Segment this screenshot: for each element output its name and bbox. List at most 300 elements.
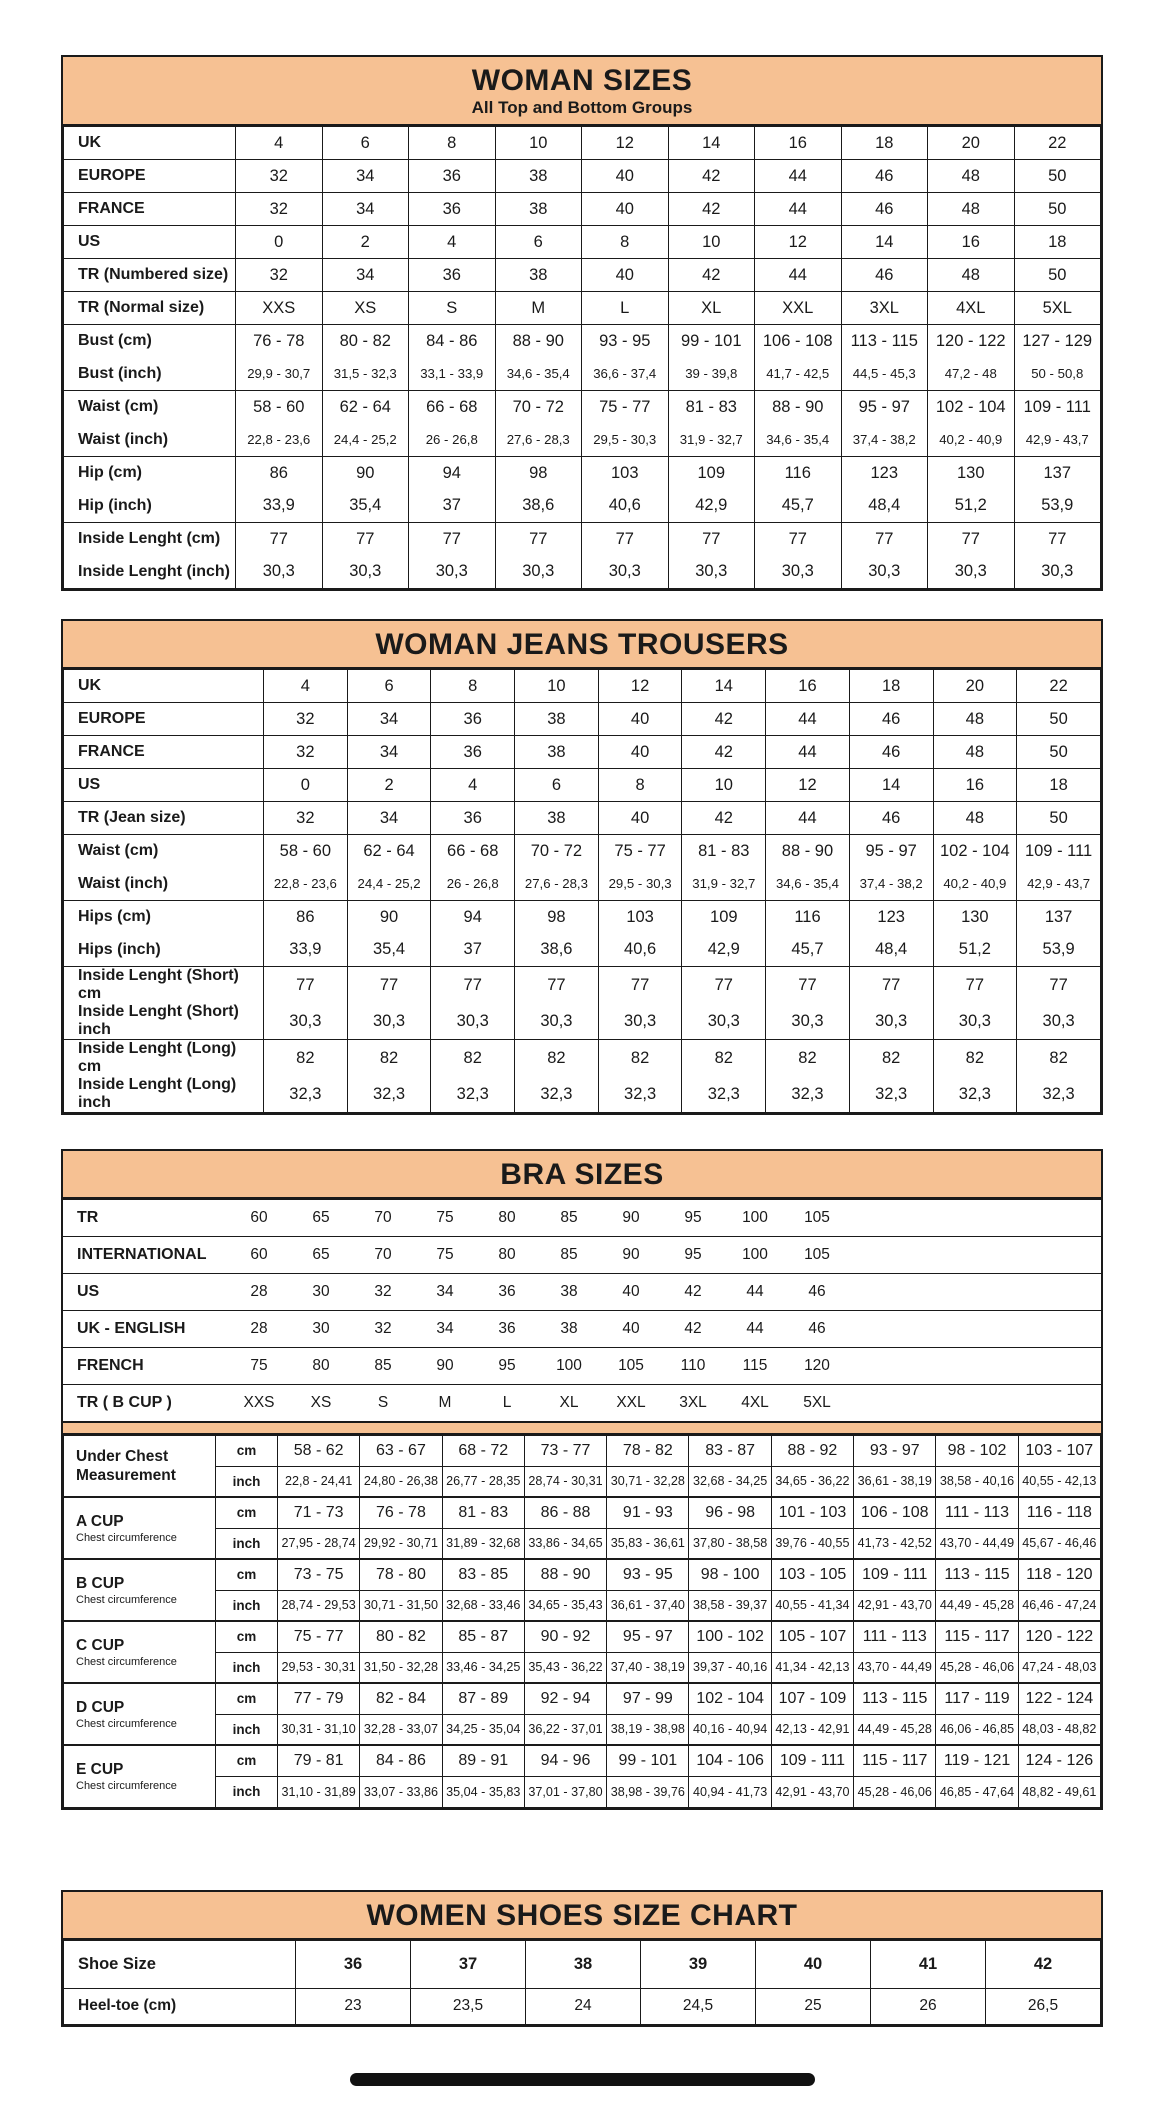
value-cell: 30,31 - 31,10 bbox=[278, 1714, 360, 1745]
value-cell: 27,95 - 28,74 bbox=[278, 1528, 360, 1559]
value-cell: 30,3 bbox=[347, 1003, 431, 1040]
row-label: Hip (cm) bbox=[64, 457, 236, 490]
value-cell: 30,71 - 32,28 bbox=[607, 1466, 689, 1497]
value-cell: 77 bbox=[322, 523, 409, 556]
value-cell: 46,85 - 47,64 bbox=[936, 1776, 1018, 1807]
value-cell: 90 bbox=[347, 901, 431, 934]
value-cell: 79 - 81 bbox=[278, 1745, 360, 1776]
table-row bbox=[64, 1528, 1101, 1559]
value-cell: 38,6 bbox=[515, 934, 599, 967]
row-label: Hip (inch) bbox=[64, 490, 236, 523]
table-row bbox=[64, 1559, 1101, 1590]
value-cell: 36 bbox=[409, 193, 496, 226]
value-cell: 42,9 - 43,7 bbox=[1017, 868, 1101, 901]
value-cell: 38,6 bbox=[495, 490, 582, 523]
value-cell: 32 bbox=[264, 736, 348, 769]
value-cell: 32 bbox=[264, 703, 348, 736]
value-cell: 77 bbox=[849, 967, 933, 1004]
value-cell: 48 bbox=[928, 160, 1015, 193]
value-cell: 43,70 - 44,49 bbox=[936, 1528, 1018, 1559]
value-cell: 24 bbox=[526, 1988, 641, 2024]
table-row bbox=[64, 1776, 1101, 1807]
value-cell: 32,3 bbox=[431, 1076, 515, 1113]
value-cell: 85 bbox=[538, 1237, 600, 1274]
table-row bbox=[64, 1497, 1101, 1528]
table-row bbox=[64, 1940, 1101, 1988]
value-cell: 58 - 62 bbox=[278, 1435, 360, 1466]
value-cell: 30,71 - 31,50 bbox=[360, 1590, 442, 1621]
value-cell: 53,9 bbox=[1017, 934, 1101, 967]
value-cell: 36 bbox=[431, 703, 515, 736]
value-cell: 16 bbox=[755, 127, 842, 160]
table-row bbox=[64, 160, 1101, 193]
value-cell: 82 bbox=[1017, 1040, 1101, 1077]
value-cell: 18 bbox=[841, 127, 928, 160]
value-cell: 82 bbox=[933, 1040, 1017, 1077]
value-cell: 42 bbox=[682, 703, 766, 736]
value-cell: 98 - 100 bbox=[689, 1559, 771, 1590]
value-cell: 50 bbox=[1017, 802, 1101, 835]
value-cell: 77 bbox=[682, 967, 766, 1004]
value-cell: 42,9 bbox=[682, 934, 766, 967]
value-cell: 81 - 83 bbox=[682, 835, 766, 868]
value-cell: 93 - 95 bbox=[582, 325, 669, 358]
value-cell: 32,68 - 34,25 bbox=[689, 1466, 771, 1497]
value-cell: 42 bbox=[682, 736, 766, 769]
value-cell: 37,01 - 37,80 bbox=[524, 1776, 606, 1807]
value-cell: 77 bbox=[928, 523, 1015, 556]
value-cell: 29,53 - 30,31 bbox=[278, 1652, 360, 1683]
unit-label: cm bbox=[216, 1559, 278, 1590]
value-cell: 42 bbox=[668, 193, 755, 226]
value-cell: 81 - 83 bbox=[442, 1497, 524, 1528]
row-label: UK bbox=[64, 127, 236, 160]
cup-sublabel: Chest circumference bbox=[76, 1532, 177, 1545]
value-cell: 32,3 bbox=[682, 1076, 766, 1113]
value-cell: 34 bbox=[414, 1274, 476, 1311]
value-cell: 78 - 80 bbox=[360, 1559, 442, 1590]
home-indicator-bar bbox=[350, 2073, 815, 2086]
value-cell: 100 bbox=[724, 1237, 786, 1274]
row-label: FRANCE bbox=[64, 193, 236, 226]
value-cell: 44 bbox=[755, 160, 842, 193]
value-cell: 137 bbox=[1014, 457, 1101, 490]
value-cell: M bbox=[414, 1385, 476, 1422]
value-cell: 37 bbox=[409, 490, 496, 523]
value-cell: 40,55 - 41,34 bbox=[771, 1590, 853, 1621]
value-cell: 27,6 - 28,3 bbox=[495, 424, 582, 457]
value-cell: 70 bbox=[352, 1237, 414, 1274]
value-cell: 22 bbox=[1017, 670, 1101, 703]
value-cell: 116 bbox=[766, 901, 850, 934]
value-cell: 82 bbox=[598, 1040, 682, 1077]
value-cell: 14 bbox=[841, 226, 928, 259]
value-cell: 10 bbox=[495, 127, 582, 160]
table-row bbox=[64, 703, 1101, 736]
jeans-header bbox=[63, 621, 1101, 669]
value-cell: 36 bbox=[409, 160, 496, 193]
row-label: Shoe Size bbox=[64, 1940, 296, 1988]
value-cell: 86 bbox=[264, 901, 348, 934]
value-cell: 44 bbox=[766, 802, 850, 835]
value-cell: 38 bbox=[515, 802, 599, 835]
row-label: Bust (cm) bbox=[64, 325, 236, 358]
table-row bbox=[64, 1003, 1101, 1040]
value-cell: 35,4 bbox=[322, 490, 409, 523]
value-cell: 100 bbox=[538, 1348, 600, 1385]
value-cell: 98 bbox=[495, 457, 582, 490]
shoes-title: WOMEN SHOES SIZE CHART bbox=[366, 1898, 798, 1932]
value-cell: 42,9 bbox=[668, 490, 755, 523]
row-label bbox=[64, 1559, 216, 1621]
value-cell: 83 - 85 bbox=[442, 1559, 524, 1590]
value-cell: 30,3 bbox=[431, 1003, 515, 1040]
value-cell: 40,2 - 40,9 bbox=[933, 868, 1017, 901]
shoes-section bbox=[61, 1890, 1103, 2027]
value-cell: 34,6 - 35,4 bbox=[755, 424, 842, 457]
value-cell: XL bbox=[538, 1385, 600, 1422]
value-cell: 88 - 92 bbox=[771, 1435, 853, 1466]
value-cell: 29,5 - 30,3 bbox=[598, 868, 682, 901]
value-cell: 102 - 104 bbox=[689, 1683, 771, 1714]
value-cell: 47,24 - 48,03 bbox=[1018, 1652, 1100, 1683]
value-cell: 115 - 117 bbox=[854, 1745, 936, 1776]
value-cell: 3XL bbox=[662, 1385, 724, 1422]
table-row bbox=[64, 325, 1101, 358]
value-cell: 102 - 104 bbox=[928, 391, 1015, 424]
value-cell: 82 bbox=[766, 1040, 850, 1077]
row-label: Inside Lenght (inch) bbox=[64, 556, 236, 589]
value-cell: 40,6 bbox=[598, 934, 682, 967]
woman-sizes-header bbox=[63, 57, 1101, 126]
value-cell: 38 bbox=[538, 1311, 600, 1348]
value-cell: 23,5 bbox=[411, 1988, 526, 2024]
value-cell: 105 bbox=[786, 1200, 848, 1237]
value-cell: 14 bbox=[849, 769, 933, 802]
value-cell: 43,70 - 44,49 bbox=[854, 1652, 936, 1683]
jeans-title: WOMAN JEANS TROUSERS bbox=[375, 628, 789, 661]
value-cell: 37,4 - 38,2 bbox=[849, 868, 933, 901]
value-cell: 28 bbox=[228, 1274, 290, 1311]
woman-sizes-title: WOMAN SIZES bbox=[471, 64, 693, 97]
value-cell: 46 bbox=[841, 160, 928, 193]
table-row bbox=[64, 967, 1101, 1004]
value-cell: 38 bbox=[495, 160, 582, 193]
value-cell: 34 bbox=[347, 736, 431, 769]
row-label: TR (Jean size) bbox=[64, 802, 264, 835]
value-cell: 34 bbox=[414, 1311, 476, 1348]
value-cell: 88 - 90 bbox=[766, 835, 850, 868]
value-cell: 76 - 78 bbox=[360, 1497, 442, 1528]
unit-label: cm bbox=[216, 1683, 278, 1714]
value-cell: XXL bbox=[755, 292, 842, 325]
value-cell: 30,3 bbox=[682, 1003, 766, 1040]
value-cell: 66 - 68 bbox=[431, 835, 515, 868]
value-cell: 77 bbox=[236, 523, 323, 556]
row-label: US bbox=[64, 226, 236, 259]
value-cell: 29,92 - 30,71 bbox=[360, 1528, 442, 1559]
bra-sizes-section bbox=[61, 1149, 1103, 1810]
value-cell: 50 bbox=[1014, 193, 1101, 226]
value-cell: 34 bbox=[322, 193, 409, 226]
value-cell: 127 - 129 bbox=[1014, 325, 1101, 358]
value-cell: 103 bbox=[598, 901, 682, 934]
spacer-cell bbox=[848, 1348, 1101, 1385]
table-row bbox=[63, 1200, 1101, 1237]
value-cell: 34,6 - 35,4 bbox=[495, 358, 582, 391]
value-cell: 30,3 bbox=[236, 556, 323, 589]
value-cell: 33,07 - 33,86 bbox=[360, 1776, 442, 1807]
row-label: Inside Lenght (cm) bbox=[64, 523, 236, 556]
value-cell: 82 bbox=[682, 1040, 766, 1077]
value-cell: 48 bbox=[933, 802, 1017, 835]
table-row bbox=[64, 226, 1101, 259]
value-cell: 105 bbox=[786, 1237, 848, 1274]
value-cell: 50 bbox=[1014, 160, 1101, 193]
row-label: Waist (inch) bbox=[64, 868, 264, 901]
cup-label: E CUP bbox=[76, 1761, 124, 1779]
value-cell: 77 bbox=[409, 523, 496, 556]
value-cell: 87 - 89 bbox=[442, 1683, 524, 1714]
value-cell: 95 bbox=[662, 1237, 724, 1274]
value-cell: 38 bbox=[538, 1274, 600, 1311]
jeans-grid bbox=[63, 669, 1101, 1113]
row-label: Inside Lenght (Long) inch bbox=[64, 1076, 264, 1113]
spacer-cell bbox=[848, 1311, 1101, 1348]
cup-label: Under Chest Measurement bbox=[76, 1447, 176, 1484]
value-cell: 116 bbox=[755, 457, 842, 490]
value-cell: 39,76 - 40,55 bbox=[771, 1528, 853, 1559]
value-cell: 105 - 107 bbox=[771, 1621, 853, 1652]
bra-title: BRA SIZES bbox=[500, 1158, 664, 1191]
row-label: FRANCE bbox=[64, 736, 264, 769]
value-cell: 82 bbox=[264, 1040, 348, 1077]
value-cell: 80 bbox=[476, 1237, 538, 1274]
value-cell: 32,3 bbox=[264, 1076, 348, 1113]
value-cell: 8 bbox=[598, 769, 682, 802]
value-cell: 26,5 bbox=[986, 1988, 1101, 2024]
value-cell: 40,6 bbox=[582, 490, 669, 523]
value-cell: 35,4 bbox=[347, 934, 431, 967]
row-label: UK bbox=[64, 670, 264, 703]
table-row bbox=[64, 934, 1101, 967]
value-cell: 40 bbox=[598, 736, 682, 769]
value-cell: 38,19 - 38,98 bbox=[607, 1714, 689, 1745]
value-cell: 119 - 121 bbox=[936, 1745, 1018, 1776]
table-row bbox=[64, 523, 1101, 556]
value-cell: 48 bbox=[933, 736, 1017, 769]
value-cell: 99 - 101 bbox=[668, 325, 755, 358]
woman-sizes-grid bbox=[63, 126, 1101, 589]
value-cell: 44 bbox=[755, 259, 842, 292]
value-cell: 75 bbox=[414, 1200, 476, 1237]
value-cell: 109 - 111 bbox=[854, 1559, 936, 1590]
value-cell: 42,9 - 43,7 bbox=[1014, 424, 1101, 457]
value-cell: 4 bbox=[264, 670, 348, 703]
value-cell: 38,98 - 39,76 bbox=[607, 1776, 689, 1807]
value-cell: 40,2 - 40,9 bbox=[928, 424, 1015, 457]
value-cell: S bbox=[352, 1385, 414, 1422]
value-cell: 110 bbox=[662, 1348, 724, 1385]
value-cell: 82 bbox=[515, 1040, 599, 1077]
value-cell: 36,61 - 38,19 bbox=[854, 1466, 936, 1497]
value-cell: 5XL bbox=[786, 1385, 848, 1422]
value-cell: 14 bbox=[682, 670, 766, 703]
row-label: TR (Normal size) bbox=[64, 292, 236, 325]
value-cell: 98 bbox=[515, 901, 599, 934]
value-cell: 107 - 109 bbox=[771, 1683, 853, 1714]
value-cell: 28,74 - 29,53 bbox=[278, 1590, 360, 1621]
value-cell: 77 bbox=[841, 523, 928, 556]
value-cell: XL bbox=[668, 292, 755, 325]
row-label: Waist (cm) bbox=[64, 391, 236, 424]
value-cell: 137 bbox=[1017, 901, 1101, 934]
value-cell: 41 bbox=[871, 1940, 986, 1988]
value-cell: 77 bbox=[431, 967, 515, 1004]
value-cell: 75 - 77 bbox=[582, 391, 669, 424]
value-cell: 31,9 - 32,7 bbox=[682, 868, 766, 901]
value-cell: 84 - 86 bbox=[360, 1745, 442, 1776]
table-row bbox=[64, 1040, 1101, 1077]
value-cell: 33,86 - 34,65 bbox=[524, 1528, 606, 1559]
value-cell: 23 bbox=[296, 1988, 411, 2024]
row-label: Hips (cm) bbox=[64, 901, 264, 934]
table-row bbox=[64, 391, 1101, 424]
value-cell: 2 bbox=[347, 769, 431, 802]
value-cell: 6 bbox=[515, 769, 599, 802]
value-cell: 93 - 97 bbox=[854, 1435, 936, 1466]
value-cell: 99 - 101 bbox=[607, 1745, 689, 1776]
value-cell: 60 bbox=[228, 1237, 290, 1274]
value-cell: 70 - 72 bbox=[515, 835, 599, 868]
row-label: Waist (inch) bbox=[64, 424, 236, 457]
value-cell: 89 - 91 bbox=[442, 1745, 524, 1776]
value-cell: 63 - 67 bbox=[360, 1435, 442, 1466]
value-cell: 62 - 64 bbox=[347, 835, 431, 868]
value-cell: 77 bbox=[264, 967, 348, 1004]
value-cell: 46 bbox=[849, 703, 933, 736]
table-row bbox=[63, 1274, 1101, 1311]
value-cell: 70 - 72 bbox=[495, 391, 582, 424]
spacer-cell bbox=[848, 1200, 1101, 1237]
value-cell: 77 bbox=[766, 967, 850, 1004]
value-cell: 32,3 bbox=[515, 1076, 599, 1113]
value-cell: M bbox=[495, 292, 582, 325]
value-cell: 122 - 124 bbox=[1018, 1683, 1100, 1714]
value-cell: 48,82 - 49,61 bbox=[1018, 1776, 1100, 1807]
spacer-cell bbox=[848, 1385, 1101, 1422]
value-cell: 65 bbox=[290, 1200, 352, 1237]
value-cell: 42 bbox=[662, 1274, 724, 1311]
value-cell: XXS bbox=[228, 1385, 290, 1422]
value-cell: 103 bbox=[582, 457, 669, 490]
table-row bbox=[64, 292, 1101, 325]
table-row bbox=[64, 193, 1101, 226]
value-cell: 44,49 - 45,28 bbox=[854, 1714, 936, 1745]
value-cell: 50 - 50,8 bbox=[1014, 358, 1101, 391]
unit-label: inch bbox=[216, 1528, 278, 1559]
value-cell: 32,28 - 33,07 bbox=[360, 1714, 442, 1745]
value-cell: 30,3 bbox=[409, 556, 496, 589]
value-cell: 46,06 - 46,85 bbox=[936, 1714, 1018, 1745]
value-cell: 109 - 111 bbox=[771, 1745, 853, 1776]
row-label bbox=[64, 1683, 216, 1745]
value-cell: 44 bbox=[766, 736, 850, 769]
value-cell: 37,80 - 38,58 bbox=[689, 1528, 771, 1559]
table-row bbox=[64, 556, 1101, 589]
value-cell: 44 bbox=[755, 193, 842, 226]
value-cell: 104 - 106 bbox=[689, 1745, 771, 1776]
table-row bbox=[64, 736, 1101, 769]
value-cell: 34,25 - 35,04 bbox=[442, 1714, 524, 1745]
row-label: Inside Lenght (Short) inch bbox=[64, 1003, 264, 1040]
woman-sizes-section bbox=[61, 55, 1103, 591]
value-cell: 109 - 111 bbox=[1014, 391, 1101, 424]
value-cell: 28,74 - 30,31 bbox=[524, 1466, 606, 1497]
value-cell: 48 bbox=[933, 703, 1017, 736]
table-row bbox=[64, 259, 1101, 292]
value-cell: 65 bbox=[290, 1237, 352, 1274]
value-cell: 40 bbox=[600, 1311, 662, 1348]
value-cell: 8 bbox=[431, 670, 515, 703]
cup-label: B CUP bbox=[76, 1574, 125, 1592]
value-cell: 105 bbox=[600, 1348, 662, 1385]
value-cell: 113 - 115 bbox=[841, 325, 928, 358]
value-cell: 41,34 - 42,13 bbox=[771, 1652, 853, 1683]
value-cell: 109 - 111 bbox=[1017, 835, 1101, 868]
value-cell: 34,6 - 35,4 bbox=[766, 868, 850, 901]
value-cell: 36,61 - 37,40 bbox=[607, 1590, 689, 1621]
value-cell: 3XL bbox=[841, 292, 928, 325]
value-cell: 120 bbox=[786, 1348, 848, 1385]
value-cell: 33,9 bbox=[264, 934, 348, 967]
value-cell: 30,3 bbox=[495, 556, 582, 589]
spacer-cell bbox=[848, 1274, 1101, 1311]
cup-sublabel: Chest circumference bbox=[76, 1718, 177, 1731]
value-cell: 34 bbox=[347, 802, 431, 835]
value-cell: 50 bbox=[1017, 703, 1101, 736]
value-cell: 46 bbox=[849, 802, 933, 835]
value-cell: 102 - 104 bbox=[933, 835, 1017, 868]
value-cell: 42 bbox=[668, 160, 755, 193]
value-cell: 40 bbox=[598, 802, 682, 835]
value-cell: 115 bbox=[724, 1348, 786, 1385]
value-cell: L bbox=[582, 292, 669, 325]
value-cell: 12 bbox=[755, 226, 842, 259]
unit-label: cm bbox=[216, 1621, 278, 1652]
value-cell: 26 - 26,8 bbox=[431, 868, 515, 901]
value-cell: 4XL bbox=[928, 292, 1015, 325]
value-cell: 32 bbox=[236, 160, 323, 193]
value-cell: 45,7 bbox=[755, 490, 842, 523]
value-cell: 40,55 - 42,13 bbox=[1018, 1466, 1100, 1497]
jeans-trousers-section bbox=[61, 619, 1103, 1115]
value-cell: 32,68 - 33,46 bbox=[442, 1590, 524, 1621]
value-cell: 32,3 bbox=[933, 1076, 1017, 1113]
value-cell: 58 - 60 bbox=[236, 391, 323, 424]
row-label: US bbox=[64, 769, 264, 802]
value-cell: 32 bbox=[264, 802, 348, 835]
value-cell: 31,50 - 32,28 bbox=[360, 1652, 442, 1683]
value-cell: 33,9 bbox=[236, 490, 323, 523]
unit-label: inch bbox=[216, 1652, 278, 1683]
value-cell: 12 bbox=[582, 127, 669, 160]
value-cell: 44,5 - 45,3 bbox=[841, 358, 928, 391]
value-cell: 113 - 115 bbox=[854, 1683, 936, 1714]
row-label: Heel-toe (cm) bbox=[64, 1988, 296, 2024]
unit-label: inch bbox=[216, 1590, 278, 1621]
value-cell: 51,2 bbox=[928, 490, 1015, 523]
